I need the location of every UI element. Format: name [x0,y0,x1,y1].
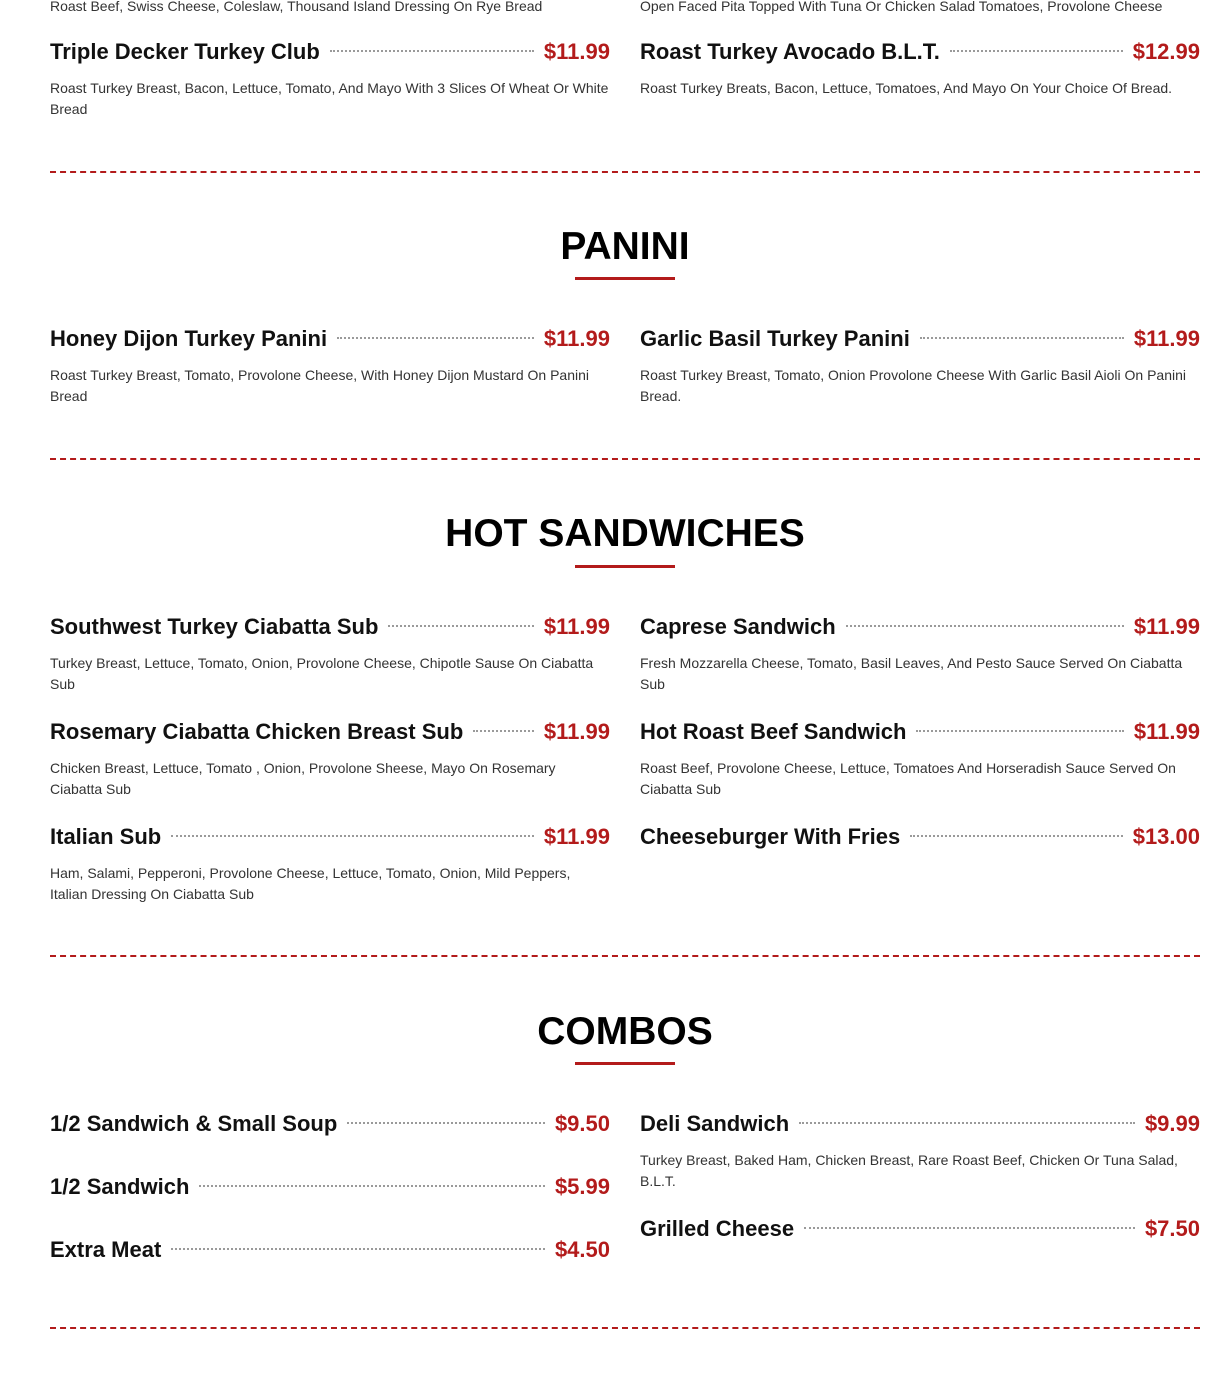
item-description: Ham, Salami, Pepperoni, Provolone Cheese, Lettuce, Tomato, Onion, Mild Peppers, Italian Dressing On Ciabatta Sub [50,865,571,902]
item-price: $11.99 [543,39,610,64]
item-price: $11.99 [1133,614,1200,639]
combos-right-column [640,1109,1200,1244]
menu-item [640,822,1200,852]
item-name: Grilled Cheese [640,1216,795,1241]
menu-item [50,1172,610,1202]
item-name: Deli Sandwich [640,1111,790,1136]
menu-item [50,37,610,120]
menu-item [640,612,1200,695]
dotted-leader [171,835,534,837]
menu-item [640,324,1200,407]
menu-item [50,822,610,905]
hot-sandwiches-row [50,612,1200,695]
dotted-leader [804,1227,1135,1229]
section-title-panini: PANINI [560,225,690,268]
dotted-leader [473,730,534,732]
dotted-leader [388,625,534,627]
item-name: Triple Decker Turkey Club [50,39,320,64]
dotted-leader [199,1185,545,1187]
item-name: Honey Dijon Turkey Panini [50,326,328,351]
dotted-leader [337,337,534,339]
menu-item [50,612,610,695]
title-underline [575,1062,675,1065]
item-name: Southwest Turkey Ciabatta Sub [50,614,379,639]
menu-item [50,1109,610,1139]
item-price: $13.00 [1132,824,1200,849]
item-price: $11.99 [1133,326,1200,351]
item-description: Turkey Breast, Lettuce, Tomato, Onion, Provolone Cheese, Chipotle Sause On Ciabatta Sub [50,655,594,692]
item-description: Fresh Mozzarella Cheese, Tomato, Basil Leaves, And Pesto Sauce Served On Ciabatta Sub [640,655,1183,692]
menu-item [640,1214,1200,1244]
item-description: Turkey Breast, Baked Ham, Chicken Breast, Rare Roast Beef, Chicken Or Tuna Salad, B.L.T. [640,1152,1178,1189]
section-divider [50,955,1200,957]
item-name: Italian Sub [50,824,162,849]
item-description: Roast Beef, Swiss Cheese, Coleslaw, Thousand Island Dressing On Rye Bread [50,0,543,14]
title-underline [575,277,675,280]
item-price: $7.50 [1144,1216,1200,1241]
menu-item [50,324,610,407]
dotted-leader [330,50,534,52]
item-price: $9.50 [554,1111,610,1136]
item-name: 1/2 Sandwich & Small Soup [50,1111,338,1136]
hot-sandwiches-row [50,822,1200,905]
hot-sandwiches-row [50,717,1200,800]
section-title-hot-sandwiches: HOT SANDWICHES [445,512,805,555]
item-price: $9.99 [1144,1111,1200,1136]
item-name: Rosemary Ciabatta Chicken Breast Sub [50,719,464,744]
menu-item [640,717,1200,800]
dotted-leader [846,625,1124,627]
item-price: $11.99 [543,719,610,744]
dotted-leader [171,1248,545,1250]
item-name: Caprese Sandwich [640,614,836,639]
dotted-leader [799,1122,1135,1124]
menu-item [50,1235,610,1265]
cold-sandwiches-tail [50,37,1200,120]
section-divider [50,458,1200,460]
menu-item [50,717,610,800]
item-name: Cheeseburger With Fries [640,824,901,849]
item-name: Extra Meat [50,1237,162,1262]
dotted-leader [916,730,1123,732]
item-price: $11.99 [543,614,610,639]
item-name: Roast Turkey Avocado B.L.T. [640,39,940,64]
top-partial-row [50,0,1200,17]
section-divider [50,171,1200,173]
item-description: Roast Turkey Breast, Tomato, Provolone Cheese, With Honey Dijon Mustard On Panini Bread [50,367,589,404]
item-description: Roast Turkey Breast, Bacon, Lettuce, Tomato, And Mayo With 3 Slices Of Wheat Or White Bread [50,80,609,117]
item-description: Chicken Breast, Lettuce, Tomato , Onion, Provolone Sheese, Mayo On Rosemary Ciabatta Sub [50,760,556,797]
dotted-leader [920,337,1124,339]
combos-left-column [50,1109,610,1265]
dotted-leader [950,50,1123,52]
menu-item [640,37,1200,99]
menu-item [640,1109,1200,1192]
panini-items [50,324,1200,407]
item-description: Roast Beef, Provolone Cheese, Lettuce, Tomatoes And Horseradish Sauce Served On Ciabatta Sub [640,760,1176,797]
item-price: $11.99 [543,824,610,849]
item-name: Garlic Basil Turkey Panini [640,326,910,351]
item-price: $4.50 [554,1237,610,1262]
item-description: Roast Turkey Breast, Tomato, Onion Provolone Cheese With Garlic Basil Aioli On Panini Bread. [640,367,1186,404]
item-description: Roast Turkey Breats, Bacon, Lettuce, Tomatoes, And Mayo On Your Choice Of Bread. [640,80,1173,96]
dotted-leader [910,835,1123,837]
section-title-combos: COMBOS [537,1010,713,1053]
item-price: $5.99 [554,1174,610,1199]
item-description: Open Faced Pita Topped With Tuna Or Chicken Salad Tomatoes, Provolone Cheese [640,0,1163,14]
section-divider [50,1327,1200,1329]
item-price: $12.99 [1132,39,1200,64]
item-price: $11.99 [1133,719,1200,744]
title-underline [575,565,675,568]
item-price: $11.99 [543,326,610,351]
dotted-leader [347,1122,545,1124]
item-name: 1/2 Sandwich [50,1174,190,1199]
item-name: Hot Roast Beef Sandwich [640,719,907,744]
